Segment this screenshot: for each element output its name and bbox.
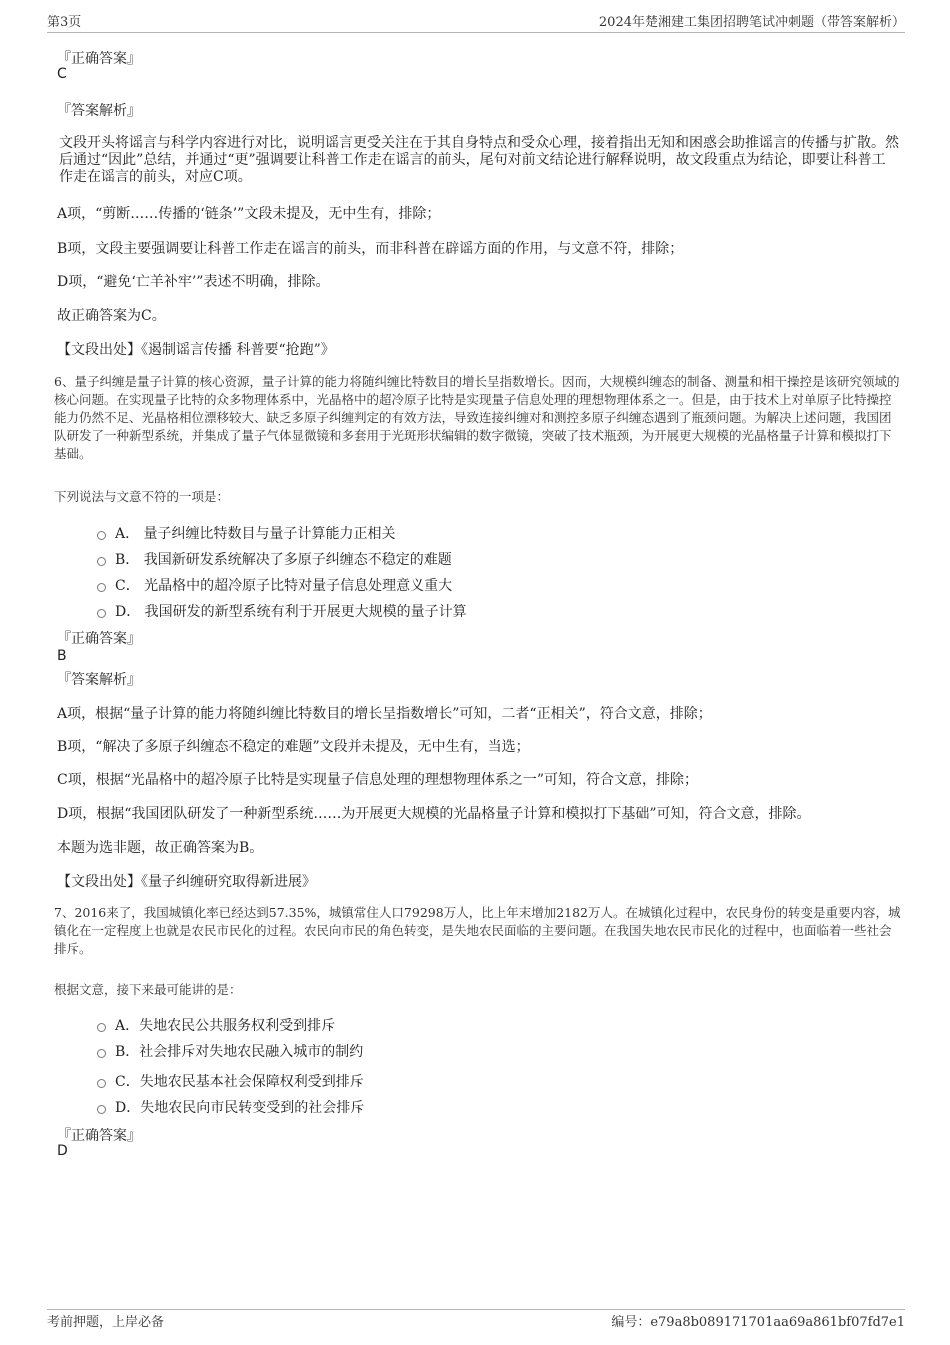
- q5-analysis-label: 『答案解析』: [57, 103, 141, 119]
- q5-option-a-analysis: A项，“剪断……传播的‘链条’”文段未提及，无中生有，排除；: [57, 206, 441, 222]
- document-title: 2024年楚湘建工集团招聘笔试冲刺题（带答案解析）: [598, 15, 905, 30]
- q7-option-b[interactable]: B．社会排斥对失地农民融入城市的制约: [115, 1044, 364, 1060]
- q6-passage: 6、量子纠缠是量子计算的核心资源，量子计算的能力将随纠缠比特数目的增长呈指数增长。因而，大规模纠缠态的制备、测量和相干操控是该研究领域的核心问题。在实现量子比特的众多物理体系中，光晶格中的超冷原子比特是实现量子信息处理的理想物理体系之一。但是，由于技术上对单原子比特操控能力仍然不足、光晶格相位漂移较大、缺乏多原子纠缠判定的有效方法，导致连接纠缠对和测控多原子纠缠态遇到了瓶颈问题。为解决上述问题，我国团队研发了一种新型系统，并集成了量子气体显微镜和多套用于光斑形状编辑的数字微镜，突破了技术瓶颈，为开展更大规模的光晶格量子计算和模拟打下基础。: [54, 374, 900, 461]
- q6-option-b[interactable]: B． 我国新研发系统解决了多原子纠缠态不稳定的难题: [115, 552, 452, 568]
- page-number: 第3页: [47, 15, 82, 30]
- document-code: 编号：e79a8b089171701aa69a861bf07fd7e1: [611, 1315, 905, 1330]
- q6-option-d-analysis: D项，根据“我国团队研发了一种新型系统……为开展更大规模的光晶格量子计算和模拟打下基础”可知，符合文意，排除。: [57, 806, 811, 822]
- page-header: [47, 14, 905, 33]
- q5-answer-label: 『正确答案』: [57, 51, 141, 67]
- q5-source: 【文段出处】《遏制谣言传播 科普要“抢跑”》: [57, 342, 335, 358]
- q7-option-d[interactable]: D．失地农民向市民转变受到的社会排斥: [115, 1100, 365, 1116]
- q7-answer-label: 『正确答案』: [57, 1128, 141, 1144]
- q6-analysis-label: 『答案解析』: [57, 672, 141, 688]
- q7-option-d-radio[interactable]: [97, 1105, 106, 1114]
- q6-answer-label: 『正确答案』: [57, 631, 141, 647]
- q7-option-b-radio[interactable]: [97, 1049, 106, 1058]
- q6-option-b-analysis: B项，“解决了多原子纠缠态不稳定的难题”文段并未提及，无中生有，当选；: [57, 739, 530, 755]
- q5-analysis-paragraph: 文段开头将谣言与科学内容进行对比，说明谣言更受关注在于其自身特点和受众心理，接着指出无知和困惑会助推谣言的传播与扩散。然后通过“因此”总结，并通过“更”强调要让科普工作走在谣言的前头，尾句对前文结论进行解释说明，故文段重点为结论，即要让科普工作走在谣言的前头，对应C项。: [59, 135, 899, 185]
- q6-option-a[interactable]: A． 量子纠缠比特数目与量子计算能力正相关: [115, 526, 396, 542]
- q6-option-a-radio[interactable]: [97, 531, 106, 540]
- q7-question: 根据文意，接下来最可能讲的是：: [54, 982, 242, 997]
- q6-option-c-radio[interactable]: [97, 583, 106, 592]
- q6-option-c-analysis: C项，根据“光晶格中的超冷原子比特是实现量子信息处理的理想物理体系之一”可知，符合文意，排除；: [57, 772, 699, 788]
- q5-option-b-analysis: B项，文段主要强调要让科普工作走在谣言的前头，而非科普在辟谣方面的作用，与文意不符，排除；: [57, 241, 684, 257]
- q6-option-d[interactable]: D． 我国研发的新型系统有利于开展更大规模的量子计算: [115, 604, 467, 620]
- footer-slogan: 考前押题，上岸必备: [47, 1315, 165, 1330]
- q6-option-a-analysis: A项，根据“量子计算的能力将随纠缠比特数目的增长呈指数增长”可知，二者“正相关”，符合文意，排除；: [57, 706, 712, 722]
- q7-passage: 7、2016来了，我国城镇化率已经达到57.35%，城镇常住人口79298万人，比上年末增加2182万人。在城镇化过程中，农民身份的转变是重要内容，城镇化在一定程度上也就是农民市民化的过程。农民向市民的角色转变，是失地农民面临的主要问题。在我国失地农民市民化的过程中，也面临着一些社会排斥。: [54, 905, 901, 956]
- q6-conclusion: 本题为选非题，故正确答案为B。: [57, 840, 264, 856]
- q7-answer: D: [57, 1143, 68, 1159]
- q6-option-c[interactable]: C． 光晶格中的超冷原子比特对量子信息处理意义重大: [115, 578, 453, 594]
- q6-option-d-radio[interactable]: [97, 609, 106, 618]
- page-footer: [47, 1309, 905, 1332]
- q5-answer: C: [57, 66, 67, 82]
- q6-source: 【文段出处】《量子纠缠研究取得新进展》: [57, 874, 316, 890]
- q7-option-a-radio[interactable]: [97, 1023, 106, 1032]
- q7-option-a[interactable]: A．失地农民公共服务权利受到排斥: [115, 1018, 336, 1034]
- q5-option-d-analysis: D项，“避免‘亡羊补牢’”表述不明确，排除。: [57, 274, 330, 290]
- q7-option-c[interactable]: C．失地农民基本社会保障权利受到排斥: [115, 1074, 364, 1090]
- q5-conclusion: 故正确答案为C。: [57, 308, 166, 324]
- q6-question: 下列说法与文意不符的一项是：: [54, 489, 230, 504]
- q7-option-c-radio[interactable]: [97, 1079, 106, 1088]
- q6-answer: B: [57, 648, 67, 664]
- q6-option-b-radio[interactable]: [97, 557, 106, 566]
